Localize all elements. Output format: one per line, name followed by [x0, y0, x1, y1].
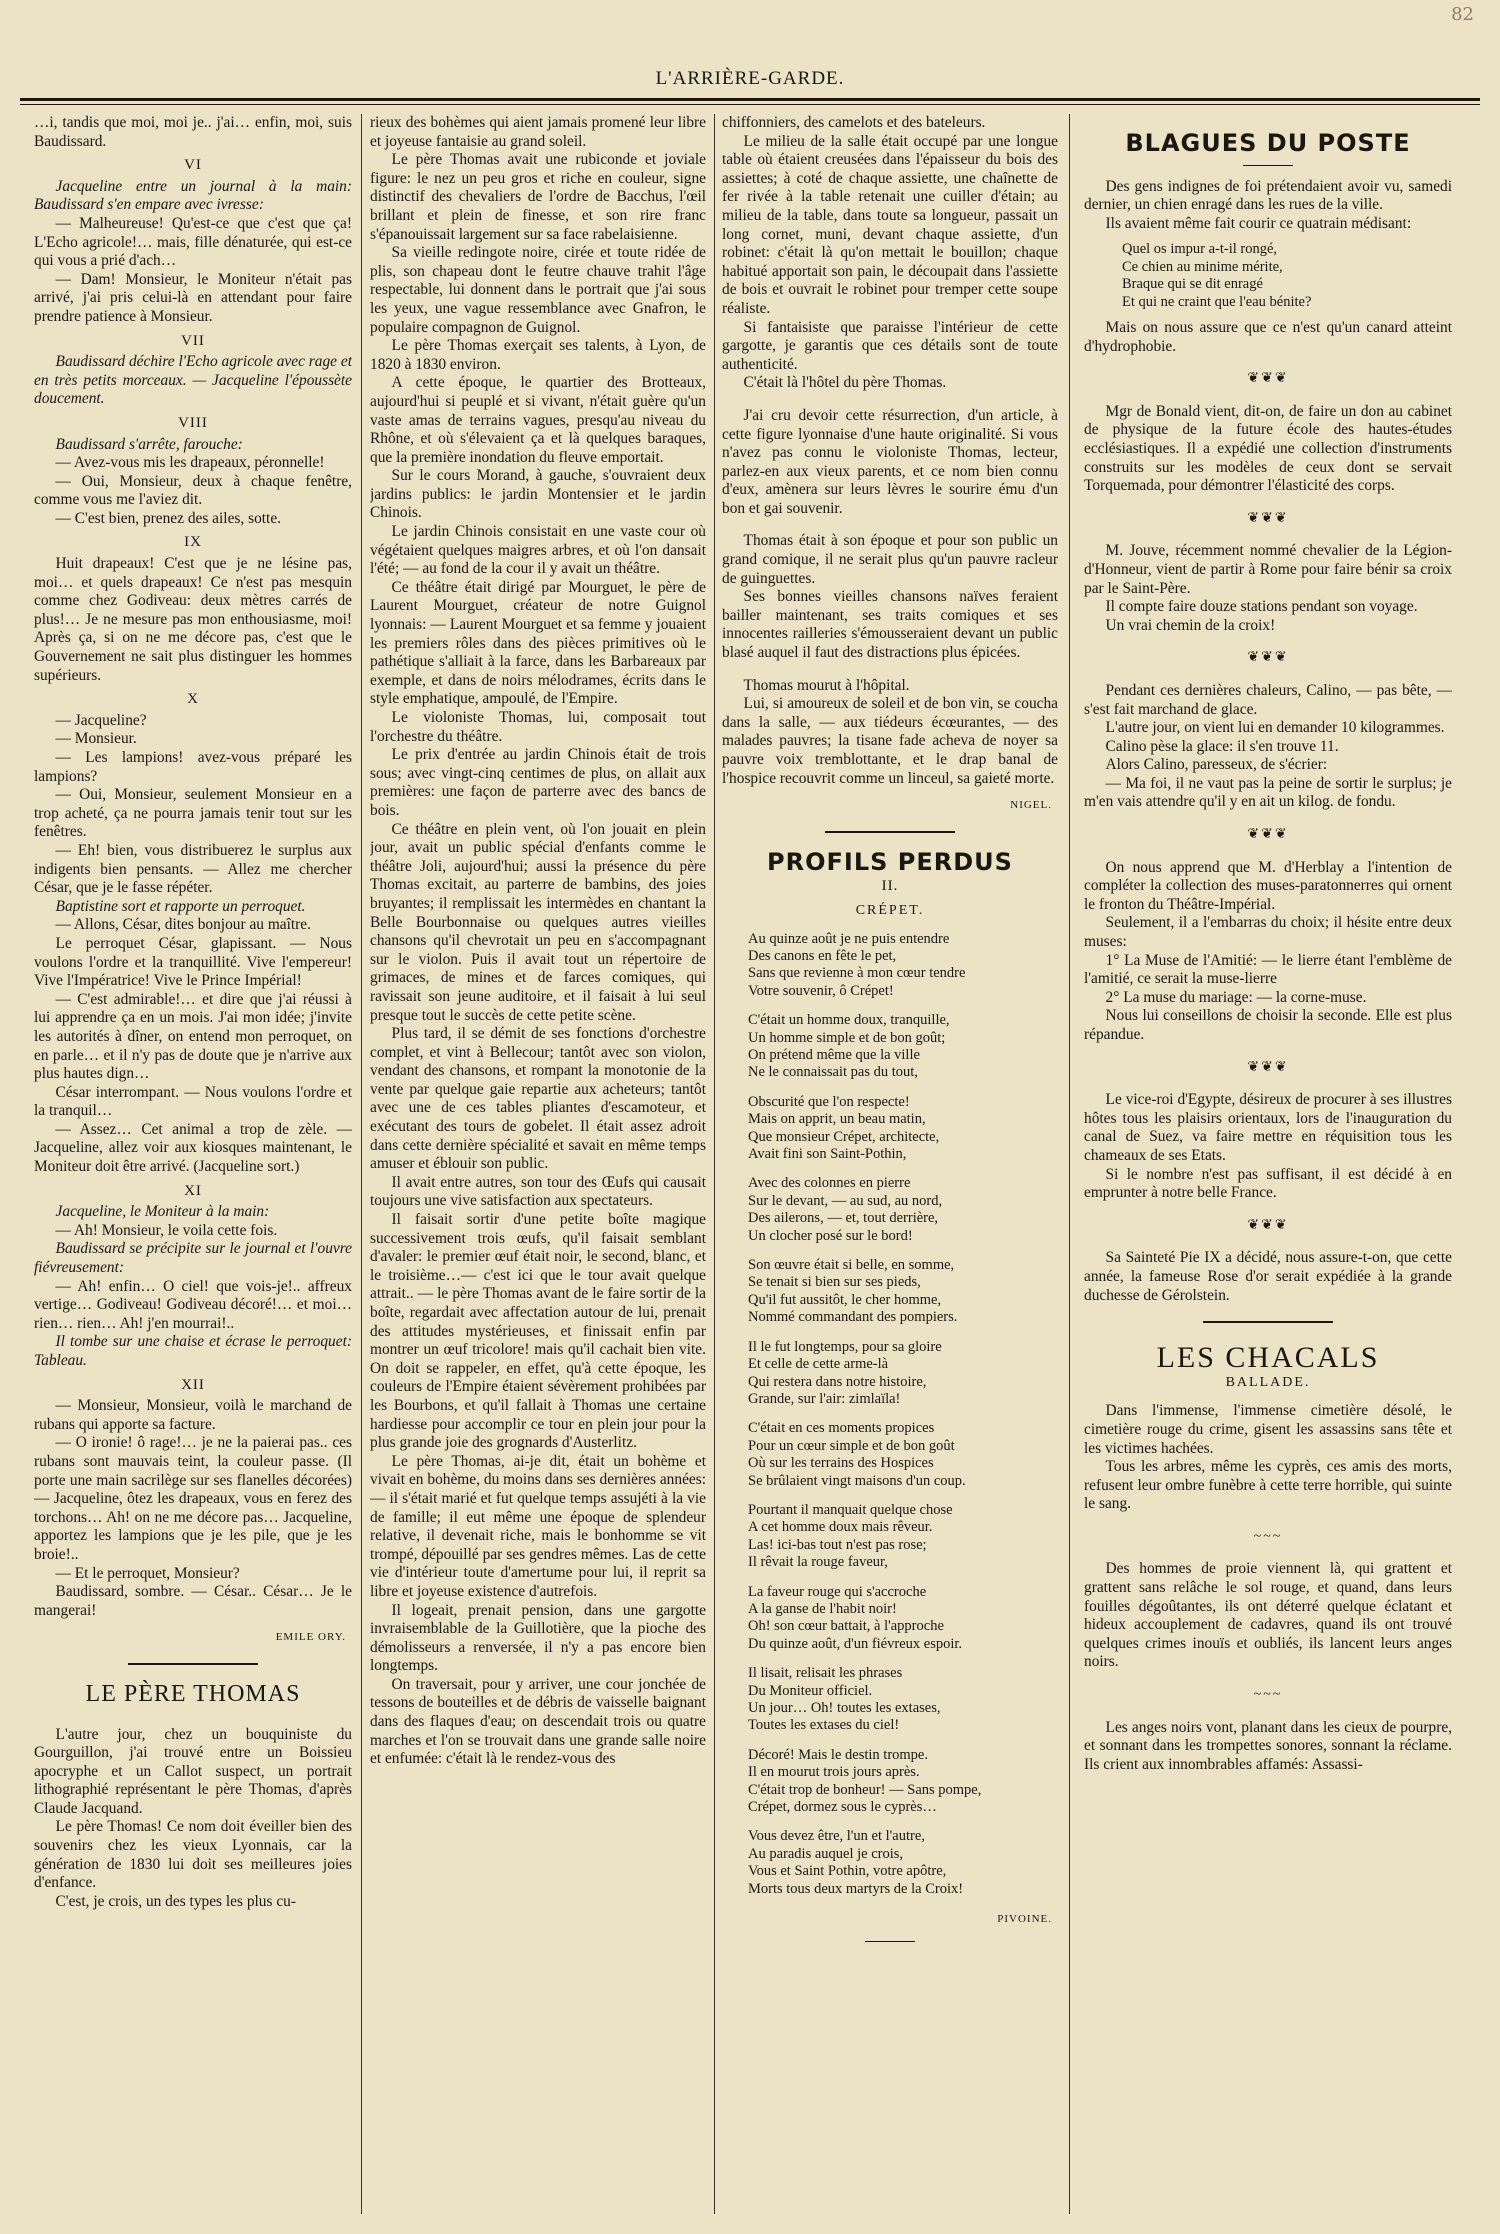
paragraph: — C'est admirable!… et dire que j'ai réussi à lui apprendre ça en un mois. J'ai mon idée; j'invite les autorités à dîner, on entend mon perroquet, on en parle… et il n'y pas de doute que je n'arrive aux plus hautes dign… [34, 990, 352, 1083]
verse-line: Du quinze août, d'un fiévreux espoir. [748, 1635, 963, 1652]
section-number: VII [181, 332, 205, 349]
paragraph: J'ai cru devoir cette résurrection, d'un article, à cette figure lyonnaise d'une haute originalité. Si vous n'avez pas connu le violoniste Thomas, lecteur, parlez-en aux vieux parents, et ce nom bien connu d'eux, amènera sur leurs lèvres le sourire ému d'un bon et gai souvenir. [722, 406, 1058, 517]
verse-line: Décoré! Mais le destin trompe. [748, 1746, 928, 1763]
verse-line: Grande, sur l'air: zimlaïla! [748, 1390, 901, 1407]
paragraph: — Ma foi, il ne vaut pas la peine de sortir le surplus; je m'en vais attendre qu'il y en ait un kilog. de fondu. [1084, 774, 1452, 811]
spacer [722, 663, 1058, 677]
paragraph: C'était là l'hôtel du père Thomas. [743, 374, 947, 392]
paragraph: L'autre jour, on vient lui en demander 10 kilogrammes. [1105, 719, 1445, 737]
ornament: ~~~ [1253, 1687, 1283, 1703]
paragraph: Baudissard, sombre. — César.. César… Je le mangerai! [34, 1583, 352, 1619]
paragraph: Nous lui conseillons de choisir la seconde. Elle est plus répandue. [1084, 1007, 1452, 1043]
paragraph: Le violoniste Thomas, lui, composait tout l'orchestre du théâtre. [370, 709, 706, 745]
verse-line: Un jour… Oh! toutes les extases, [748, 1700, 941, 1716]
paragraph: — Monsieur. [55, 730, 137, 748]
paragraph: — Et le perroquet, Monsieur? [55, 1564, 240, 1582]
poem-stanza [748, 1094, 1058, 1164]
paragraph: — Malheureuse! Qu'est-ce que c'est que ça! L'Echo agricole!… mais, fille dénaturée, qui est-ce qui vous a prié d'ach… [34, 214, 352, 270]
ornament: ❦❦❦ [1247, 1217, 1289, 1233]
verse-line: Braque qui se dit enragé [1122, 276, 1263, 293]
paragraph: — Assez… Cet animal a trop de zèle. — Jacqueline, allez voir aux kiosques maintenant, le Moniteur doit être arrivé. (Jacqueline sort.) [34, 1120, 352, 1176]
paragraph: chiffonniers, des camelots et des bateleurs. [722, 114, 986, 131]
verse-line: Votre souvenir, ô Crépet! [748, 982, 894, 999]
paragraph: M. Jouve, récemment nommé chevalier de la Légion-d'Honneur, vient de partir à Rome pour faire bénir sa croix par le Saint-Père. [1084, 542, 1452, 597]
paragraph: Le perroquet César, glapissant. — Nous voulons l'ordre et la tranquillité. Vive l'empereur! Vive l'Impératrice! Vive le Prince Impérial! [34, 934, 352, 990]
paragraph: Alors Calino, paresseux, de s'écrier: [1105, 756, 1328, 774]
poem-stanza [748, 1584, 1058, 1654]
masthead-rule [20, 98, 1480, 101]
stage-direction: Baudissard se précipite sur le journal et l'ouvre fiévreusement: [34, 1240, 352, 1277]
paragraph: — C'est bien, prenez des ailes, sotte. [55, 509, 281, 527]
column-2 [370, 114, 706, 2214]
paragraph: — Oui, Monsieur, seulement Monsieur en a trop acheté, ça ne pourra jamais tenir tout sur les fenêtres. [34, 786, 352, 841]
separator-rule [865, 1941, 915, 1942]
stage-direction: Baudissard s'arrête, farouche: [55, 435, 243, 453]
paragraph: Ce théâtre en plein vent, où l'on jouait en plein jour, avait un public spécial d'enfants comme le théâtre Joli, aujourd'hui; aussi la présence du père Thomas excitait, au parterre de bambins, des joies bruyantes; il remplissait les intermèdes en chantant la Belle Bourbonnaise ou quelques autres vieilles chansons qu'il chevrotait un peu en s'accompagnant sur le violon. Puis il avait tout un répertoire de grimaces, de mines et de farces comiques, qui ravissait son jeune auditoire, et il faisait à lui seul presque tout le succès de cette petite scène. [370, 820, 706, 1024]
verse-line: Mais on apprit, un beau matin, [748, 1111, 926, 1128]
paragraph: Plus tard, il se démit de ses fonctions d'orchestre complet, et vint à Bellecour; tantôt avec son violon, vendant des chansons, et rompant la monotonie de la vente par quelque gaie repartie aux acheteurs; tantôt avec une de ces tables pliantes d'escamoteur, et exécutant des tours de gobelet. Il était assez adroit dans cette dernière spécialité et savait en même temps amuser et éblouir son public. [370, 1025, 706, 1173]
verse-line: Au quinze août je ne puis entendre [748, 930, 950, 947]
paragraph: — Ah! enfin… O ciel! que vois-je!.. affreux vertige… Godiveau! Godiveau décoré!… et moi… rien… rien… Ah! j'en mourrai!.. [34, 1277, 352, 1332]
verse-line: Sans que revienne à mon cœur tendre [748, 965, 966, 982]
paragraph: — Jacqueline? [55, 711, 147, 729]
verse-line: A cet homme doux mais rêveur. [748, 1519, 933, 1536]
verse-line: Quel os impur a-t-il rongé, [1122, 241, 1278, 258]
paragraph: Le père Thomas exerçait ses talents, à Lyon, de 1820 à 1830 environ. [370, 337, 706, 373]
paragraph: Le père Thomas, ai-je dit, était un bohème et vivait en bohème, du moins dans ses dernières années: — il s'était marié et fut quelque temps assujéti à la vie de famille; il eut même une époque de splendeur relative, il devenait riche, mais le bonhomme se vit trompé, dépouillé par ses gendres mêmes. Las de cette vie d'intérieur toute d'amertume pour lui, il reprit sa libre et joyeuse existence d'autrefois. [370, 1452, 706, 1600]
ornament: ❦❦❦ [1247, 827, 1289, 843]
paragraph: Sur le cours Morand, à gauche, s'ouvraient deux jardins publics: le jardin Montensier et le jardin Chinois. [370, 467, 706, 522]
paragraph: Les anges noirs vont, planant dans les cieux de pourpre, et sonnant dans les trompettes sonores, sonnant la réclame. Ils crient aux innombrables affamés: Assassi- [1084, 1718, 1452, 1773]
verse-line: Son œuvre était si belle, en somme, [748, 1257, 955, 1274]
paragraph: Sa vieille redingote noire, cirée et toute ridée de plis, son chapeau dont le feutre chauve trahit l'âge respectable, lui donnent dans le portrait que j'ai sous les yeux, une vague ressemblance avec Gnafron, le populaire compagnon de Guignol. [370, 244, 706, 336]
paragraph: On nous apprend que M. d'Herblay a l'intention de compléter la collection des muses-paratonnerres qui ornent le fronton du Théâtre-Impérial. [1084, 858, 1452, 913]
paragraph: Calino pèse la glace: il s'en trouve 11. [1105, 737, 1339, 755]
stage-direction: Il tombe sur une chaise et écrase le perroquet: Tableau. [34, 1333, 352, 1369]
paragraph: Il faisait sortir d'une petite boîte magique successivement trois œufs, qu'il faisait semblant d'avaler: le premier œuf était noir, le second, blanc, et le troisième…— c'est ici que le tour avait quelque attrait.. — le père Thomas avant de le faire sortir de la boîte, regardait avec affectation autour de lui, prenait des attitudes mystérieuses, et finissait enfin par montrer un œuf tricolore! mais qu'il cachait bien vite. On doit se rappeler, en effet, qu'à cette époque, les couleurs de l'Empire étaient sévèrement prohibées par les Bourbons, et qu'il fallait à Thomas une certaine hardiesse pour accomplir ce tour en plein jour pour la plus grande joie des grognards d'Austerlitz. [370, 1211, 706, 1452]
ornament: ❦❦❦ [1247, 371, 1289, 387]
poem-stanza [748, 1665, 1058, 1735]
verse-line: On prétend même que la ville [748, 1047, 920, 1063]
page-number: 82 [1451, 4, 1474, 25]
verse-line: Qu'il fut aussitôt, le cher homme, [748, 1291, 942, 1308]
poem-stanza [748, 1257, 1058, 1327]
paragraph: Seulement, il a l'embarras du choix; il hésite entre deux muses: [1084, 914, 1452, 951]
paragraph: C'est, je crois, un des types les plus cu- [55, 1892, 296, 1910]
section-number: XI [184, 1182, 202, 1199]
verse-line: Crépet, dormez sous le cyprès… [748, 1799, 937, 1816]
paragraph: L'autre jour, chez un bouquiniste du Gourguillon, j'ai trouvé entre un Boissieu apocryphe et un Callot suspect, un portrait lithographié représentant le père Thomas, d'après Claude Jacquand. [34, 1725, 352, 1817]
verse-line: Du Moniteur officiel. [748, 1682, 873, 1699]
verse-line: A la ganse de l'habit noir! [748, 1600, 897, 1617]
verse-line: Des canons en fête le pet, [748, 947, 897, 964]
verse-line: Que monsieur Crépet, architecte, [748, 1128, 940, 1145]
column-divider [1069, 114, 1070, 2214]
paragraph: Un vrai chemin de la croix! [1105, 616, 1276, 634]
verse-line: Il lisait, relisait les phrases [748, 1665, 903, 1682]
poem-stanza [748, 1012, 1058, 1082]
verse-line: Oh! son cœur battait, à l'approche [748, 1618, 944, 1635]
verse-line: C'était trop de bonheur! — Sans pompe, [748, 1781, 982, 1798]
poem-stanza [748, 1339, 1058, 1409]
paragraph: Si fantaisiste que paraisse l'intérieur de cette gargotte, je garantis que ces détails sont de toute authenticité. [722, 318, 1058, 373]
column-1 [34, 114, 352, 2214]
paragraph: Il avait entre autres, son tour des Œufs qui causait toujours une vive satisfaction aux spectateurs. [370, 1173, 706, 1210]
paragraph: Le prix d'entrée au jardin Chinois était de trois sous; avec vingt-cinq centimes de plus, on allait aux premières: une façon de parterre avec des bancs de bois. [370, 746, 706, 819]
section-heading: BLAGUES DU POSTE [1125, 129, 1411, 157]
paragraph: …i, tandis que moi, moi je.. j'ai… enfin, moi, suis Baudissard. [34, 114, 352, 150]
verse-line: Un clocher posé sur le bord! [748, 1227, 913, 1244]
masthead-rule-thin [20, 104, 1480, 105]
separator-rule [825, 831, 955, 833]
paragraph: 2° La muse du mariage: — la corne-muse. [1105, 988, 1367, 1006]
verse-line: Il rêvait la rouge faveur, [748, 1554, 888, 1571]
spacer [722, 393, 1058, 407]
verse-line: Nommé commandant des pompiers. [748, 1309, 958, 1326]
verse-line: Avec des colonnes en pierre [748, 1175, 911, 1192]
verse-line: C'était en ces moments propices [748, 1420, 935, 1437]
paragraph: — Dam! Monsieur, le Moniteur n'était pas arrivé, j'ai pris celui-là en attendant pour faire prendre patience à Monsieur. [34, 270, 352, 325]
verse-line: Et celle de cette arme-là [748, 1356, 889, 1373]
subtitle: BALLADE. [1225, 1374, 1311, 1390]
paragraph: Huit drapeaux! C'est que je ne lésine pas, moi… et quels drapeaux! Ce n'est pas mesquin comme chez Godiveau: deux mètres carrés de plus!… Je ne mesure pas mon enthousiasme, moi! Après ça, si on ne me décore pas, c'est que le Gouvernement ne sait plus distinguer les hommes supérieurs. [34, 555, 352, 684]
verse-line: Il le fut longtemps, pour sa gloire [748, 1338, 942, 1355]
paragraph: — Les lampions! avez-vous préparé les lampions? [34, 749, 352, 785]
paragraph: Le père Thomas! Ce nom doit éveiller bien des souvenirs chez les vieux Lyonnais, car la génération de 1830 lui doit ses meilleures joies d'enfance. [34, 1818, 352, 1892]
verse-line: Au paradis auquel je crois, [748, 1845, 904, 1862]
verse-line: C'était un homme doux, tranquille, [748, 1012, 950, 1029]
author-signature: EMILE ORY. [275, 1631, 346, 1644]
paragraph: — O ironie! ô rage!… je ne la paierai pas.. ces rubans sont mauvais teint, la couleur passe. (Il porte une main sacrilège sur ses flanelles décorées) — Jacqueline, ôtez les drapeaux, vous en ferez des torchons… Ah! on ne me décore pas… Jacqueline, apportez les lampions que je les pile, que je les broie!.. [34, 1434, 352, 1563]
paragraph: On traversait, pour y arriver, une cour jonchée de tessons de bouteilles et de débris de vaisselle baignant dans des flaques d'eau; on descendait trois ou quatre marches et l'on se trouvait dans une grande salle noire et enfumée: c'était là le rendez-vous des [370, 1675, 706, 1768]
verse-line: Un homme simple et de bon goût; [748, 1029, 946, 1046]
verse-line: Toutes les extases du ciel! [748, 1717, 900, 1734]
stage-direction: Jacqueline entre un journal à la main: Baudissard s'en empare avec ivresse: [34, 177, 352, 214]
ornament: ❦❦❦ [1247, 1059, 1289, 1075]
verse-line: La faveur rouge qui s'accroche [748, 1583, 927, 1600]
paragraph: Ses bonnes vieilles chansons naïves feraient bailler maintenant, ses traits comiques et ses innocentes railleries s'émousseraient devant un public blasé auquel il faut des distractions plus épicées. [722, 588, 1058, 662]
paragraph: A cette époque, le quartier des Brotteaux, aujourd'hui si peuplé et si vivant, n'était guère qu'un vaste amas de terrains vagues, presqu'au niveau du Rhône, et où s'élevaient ça et là quelques baraques, que la première inondation du fleuve emportait. [370, 374, 706, 466]
verse-line: Pour un cœur simple et de bon goût [748, 1437, 955, 1454]
paragraph: rieux des bohèmes qui aient jamais promené leur libre et joyeuse fantaisie au grand soleil. [370, 114, 706, 150]
ornament: ❦❦❦ [1247, 510, 1289, 526]
section-number: XII [181, 1376, 205, 1393]
verse-line: Et qui ne craint que l'eau bénite? [1122, 293, 1312, 310]
stage-direction: Baptistine sort et rapporte un perroquet. [55, 897, 306, 915]
stage-direction: Jacqueline, le Moniteur à la main: [55, 1203, 270, 1221]
verse-line: Qui restera dans notre histoire, [748, 1373, 927, 1390]
paragraph: Le vice-roi d'Egypte, désireux de procurer à ses illustres hôtes tous les plaisirs orientaux, lors de l'inauguration du canal de Suez, va faire mettre en réquisition tous les chameaux de ses Etats. [1084, 1091, 1452, 1164]
separator-rule [128, 1663, 258, 1665]
paragraph: Thomas était à son époque et pour son public un grand comique, il ne serait plus qu'un pauvre racleur de guinguettes. [722, 532, 1058, 587]
verse-line: Vous devez être, l'un et l'autre, [748, 1828, 925, 1845]
verse-line: Ne le connaissait pas du tout, [748, 1064, 918, 1081]
article-title: LE PÈRE THOMAS [85, 1680, 301, 1707]
verse-line: Ce chien au minime mérite, [1122, 258, 1283, 275]
paragraph: Des gens indignes de foi prétendaient avoir vu, samedi dernier, un chien enragé dans les rues de la ville. [1084, 177, 1452, 214]
paragraph: — Ah! Monsieur, le voila cette fois. [55, 1221, 278, 1239]
paragraph: Il compte faire douze stations pendant son voyage. [1105, 598, 1418, 616]
paragraph: Le jardin Chinois consistait en une vaste cour où végétaient quelques maigres arbres, et où l'on dansait l'été; — au fond de la cour il y avait un théâtre. [370, 523, 706, 578]
paragraph: — Oui, Monsieur, deux à chaque fenêtre, comme vous me l'aviez dit. [34, 472, 352, 509]
stage-direction: Baudissard déchire l'Echo agricole avec rage et en très petits morceaux. — Jacqueline l'époussète doucement. [34, 353, 352, 408]
verse-line: Des ailerons, — et, tout derrière, [748, 1210, 939, 1227]
paragraph: Thomas mourut à l'hôpital. [743, 676, 910, 694]
column-3 [722, 114, 1058, 2214]
paragraph: Pendant ces dernières chaleurs, Calino, — pas bête, — s'est fait marchand de glace. [1084, 681, 1452, 718]
paragraph: Mgr de Bonald vient, dit-on, de faire un don au cabinet de physique de la future école des hautes-études ecclésiastiques. Il a expédié une collection d'instruments construits sur les modèles de ceux dont se servait Torquemada, pour démontrer l'élasticité des corps. [1084, 402, 1452, 495]
spacer [722, 518, 1058, 532]
column-4 [1084, 114, 1452, 2214]
paragraph: — Monsieur, Monsieur, voilà le marchand de rubans qui apporte sa facture. [34, 1397, 352, 1433]
verse-line: Où sur les terrains des Hospices [748, 1455, 934, 1472]
section-number: VIII [178, 414, 208, 431]
paragraph: — Eh! bien, vous distribuerez le surplus aux indigents bien pensants. — Allez me chercher César, que je le fasse répéter. [34, 841, 352, 897]
author-signature: NIGEL. [1010, 799, 1052, 812]
article-title: LES CHACALS [1156, 1341, 1380, 1375]
separator-rule [1243, 165, 1293, 166]
verse-line: Se tenait si bien sur ses pieds, [748, 1274, 921, 1291]
paragraph: — Avez-vous mis les drapeaux, péronnelle! [55, 454, 325, 472]
ornament: ❦❦❦ [1247, 650, 1289, 666]
verse-line: Sur le devant, — au sud, au nord, [748, 1192, 943, 1209]
section-number: VI [184, 157, 202, 174]
paragraph: Ce théâtre était dirigé par Mourguet, le père de Laurent Mourguet, créateur de notre Guignol lyonnais: — Laurent Mourguet et sa femme y jouaient les premiers rôles dans des pièces primitives où le pathétique s'alliait à la farce, dans les Barbareaux par exemple, et dans de noirs mélodrames, écrits dans le style emphatique, ampoulé, de l'Empire. [370, 578, 706, 708]
paragraph: Ils avaient même fait courir ce quatrain médisant: [1105, 214, 1412, 232]
paragraph: Mais on nous assure que ce n'est qu'un canard atteint d'hydrophobie. [1084, 319, 1452, 355]
verse-line: Pourtant il manquait quelque chose [748, 1501, 953, 1518]
paragraph: — Allons, César, dites bonjour au maître. [55, 916, 311, 934]
verse-line: Las! ici-bas tout n'est pas rose; [748, 1536, 927, 1553]
paragraph: Si le nombre n'est pas suffisant, il est décidé à en emprunter à notre belle France. [1084, 1165, 1452, 1202]
masthead-title: L'ARRIÈRE-GARDE. [655, 68, 845, 89]
verse-line: Vous et Saint Pothin, votre apôtre, [748, 1863, 947, 1880]
column-divider [714, 114, 715, 2214]
paragraph: Tous les arbres, même les cyprès, ces amis des morts, refusent leur ombre funèbre à cette terre horrible, qui suinte le sang. [1084, 1458, 1452, 1513]
paragraph: Lui, si amoureux de soleil et de bon vin, se coucha dans la salle, — aux tiédeurs écœurantes, — des malades pauvres; la tisane fade acheva de noyer sa pauvre voix tremblottante, et le drap banal de l'hospice recouvrit comme un linceul, sa gaieté morte. [722, 695, 1058, 787]
section-number: II. [881, 878, 899, 895]
verse-line: Il en mourut trois jours après. [748, 1764, 920, 1781]
column-divider [361, 114, 362, 2214]
poem-stanza [748, 1747, 1058, 1817]
paragraph: Sa Sainteté Pie IX a décidé, nous assure-t-on, que cette année, la fameuse Rose d'or serait expédiée à la grande duchesse de Gérolstein. [1084, 1249, 1452, 1304]
section-number: X [187, 691, 199, 708]
paragraph: Des hommes de proie viennent là, qui grattent et grattent sans relâche le sol rouge, et quand, dans leurs fouilles dégoûtantes, ils ont déterré quelque éclatant et hideux accouplement de cadavres, quand ils ont trouvé quelques crimes inouïs et oubliés, ils lancent leurs anges noirs. [1084, 1560, 1452, 1671]
separator-rule [1203, 1321, 1333, 1323]
verse-line: Obscurité que l'on respecte! [748, 1093, 910, 1110]
poem-stanza [748, 931, 1058, 1001]
poem-stanza [748, 1502, 1058, 1572]
paragraph: César interrompant. — Nous voulons l'ordre et la tranquil… [34, 1083, 352, 1120]
poem-stanza [748, 1828, 1058, 1898]
poem [748, 931, 1058, 1899]
paragraph: Dans l'immense, l'immense cimetière désolé, le cimetière rouge du crime, gisent les assassins sans tête et les victimes hachées. [1084, 1402, 1452, 1457]
section-number: IX [184, 534, 202, 551]
section-heading: PROFILS PERDUS [767, 847, 1013, 876]
paragraph: Le père Thomas avait une rubiconde et joviale figure: le nez un peu gros et riche en couleur, signe distinctif des chevaliers de l'ordre de Bacchus, l'œil brillant et plein de finesse, et son rire franc s'épanouissait largement sur sa face rabelaisienne. [370, 151, 706, 243]
ornament: ~~~ [1253, 1528, 1283, 1544]
paragraph: Le milieu de la salle était occupé par une longue table où étaient creusées dans l'épaisseur du bois des assiettes; à coté de chaque assiette, une chaînette de fer rivée à la table retenait une cuiller d'étain; au milieu de la table, dans toute sa longueur, passait un long cornet, muni, devant chaque assiette, d'un robinet: c'était là qu'on mettait le bouillon; chaque habitué apportait son pain, le découpait dans l'assiette de bois et ouvrait le robinet pour tremper cette soupe réaliste. [722, 132, 1058, 317]
poem-stanza [748, 1175, 1058, 1245]
quatrain [1122, 241, 1452, 311]
paragraph: 1° La Muse de l'Amitié: — le lierre étant l'emblème de l'amitié, ce serait la muse-lierre [1084, 951, 1452, 988]
paragraph: Il logeait, prenait pension, dans une gargotte invraisemblable de la Guillotière, que la pioche des démolisseurs a renversée, il n'y a pas encore bien longtemps. [370, 1601, 706, 1675]
author-signature: PIVOINE. [997, 1913, 1052, 1926]
verse-line: Avait fini son Saint-Pothin, [748, 1146, 907, 1163]
verse-line: Se brûlaient vingt maisons d'un coup. [748, 1472, 966, 1489]
verse-line: Morts tous deux martyrs de la Croix! [748, 1880, 964, 1897]
subtitle: CRÉPET. [855, 902, 925, 918]
poem-stanza [748, 1420, 1058, 1490]
